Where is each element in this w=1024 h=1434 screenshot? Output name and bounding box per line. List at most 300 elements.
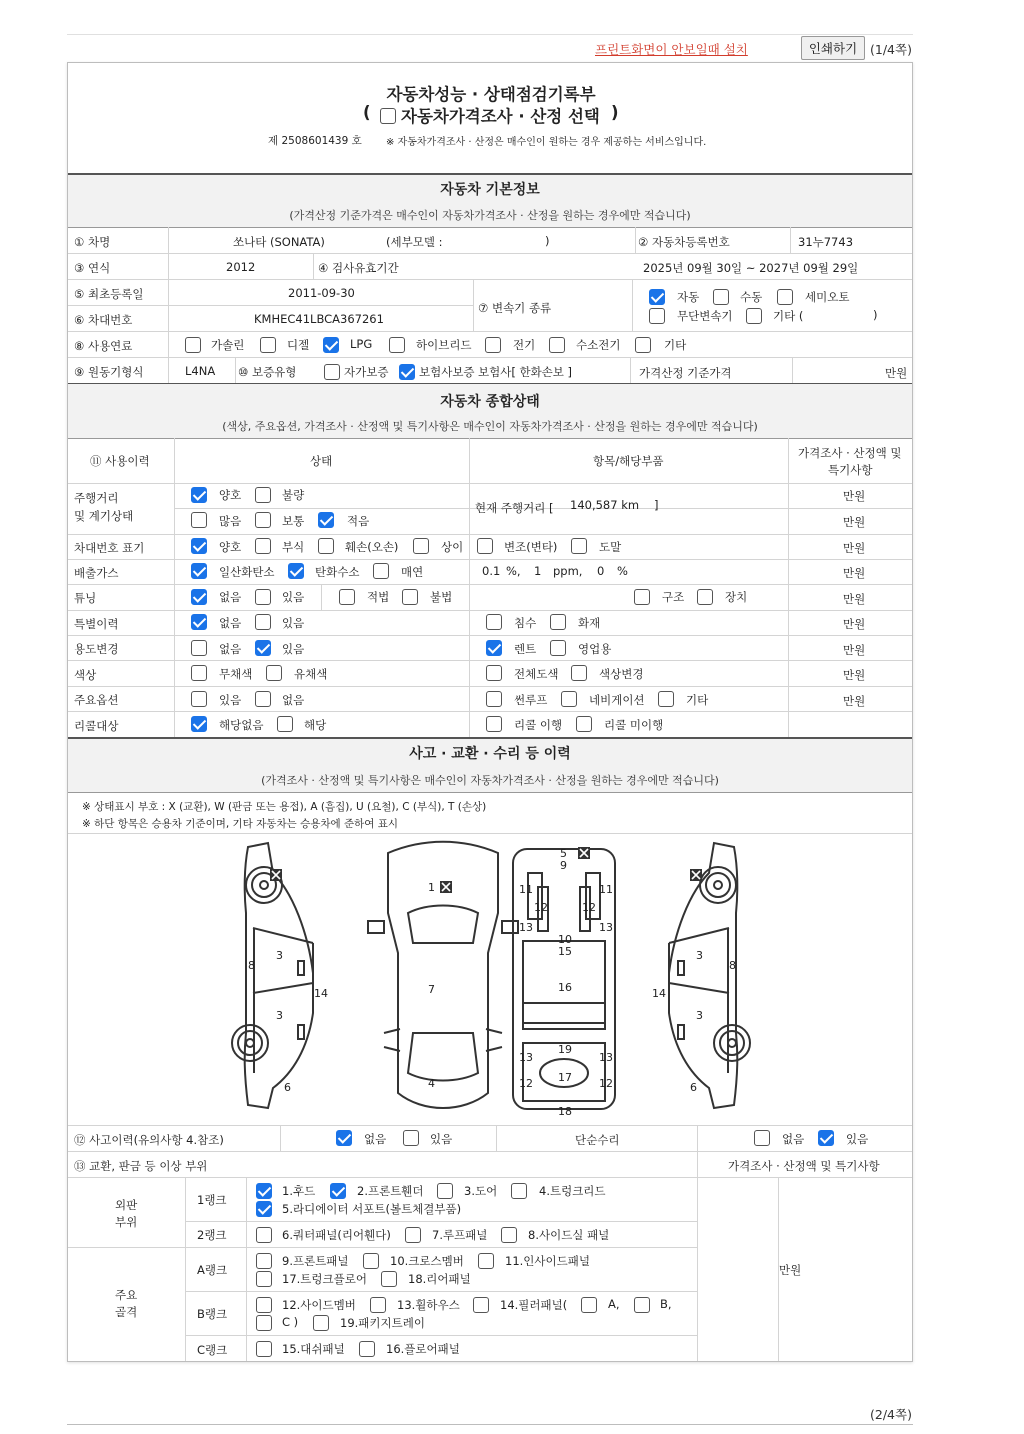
special-yes-label: 있음 bbox=[282, 616, 305, 630]
emission-co-label: 일산화탄소 bbox=[219, 565, 275, 579]
accident-title: 사고 · 교환 · 수리 등 이력 bbox=[409, 746, 571, 762]
reg-no-value: 31누7743 bbox=[798, 235, 854, 249]
divider bbox=[68, 1125, 912, 1126]
color-change-label: 색상변경 bbox=[599, 667, 644, 681]
special-label: 특별이력 bbox=[74, 617, 119, 631]
svg-text:19: 19 bbox=[558, 1043, 572, 1056]
svg-text:3: 3 bbox=[276, 1009, 283, 1022]
vin-rust-checkbox[interactable] bbox=[255, 538, 271, 554]
price-base-label: 가격산정 기준가격 bbox=[639, 366, 732, 380]
emission-hc-label: 탄화수소 bbox=[315, 565, 360, 579]
accident-none-label: 없음 bbox=[364, 1132, 387, 1146]
vin-label: ⑥ 차대번호 bbox=[74, 313, 133, 327]
warranty-company: 보험사[ 한화손보 ] bbox=[478, 365, 573, 379]
fuel-hydrogen-label: 수소전기 bbox=[576, 338, 621, 352]
roof-panel-checkbox[interactable] bbox=[405, 1227, 421, 1243]
engine-label: ⑨ 원동기형식 bbox=[74, 365, 144, 379]
print-button[interactable]: 인쇄하기 bbox=[801, 36, 865, 60]
fuel-electric-checkbox[interactable] bbox=[485, 337, 501, 353]
mileage-normal-label: 보통 bbox=[282, 514, 305, 528]
special-flood-label: 침수 bbox=[514, 616, 537, 630]
fuel-hybrid-checkbox[interactable] bbox=[389, 337, 405, 353]
color-change-checkbox[interactable] bbox=[571, 665, 587, 681]
divider bbox=[635, 227, 636, 253]
color-label: 색상 bbox=[74, 668, 97, 682]
legend-line-2: ※ 하단 항목은 승용차 기준이며, 기타 자동차는 승용차에 준하여 표시 bbox=[82, 818, 399, 830]
rank2-label: 2랭크 bbox=[197, 1228, 227, 1242]
emission-hc-checkbox[interactable] bbox=[288, 563, 304, 579]
recall-yes-checkbox[interactable] bbox=[277, 716, 293, 732]
accident-yes-label: 있음 bbox=[430, 1132, 453, 1146]
divider bbox=[68, 305, 473, 306]
vin-value: KMHEC41LBCA367261 bbox=[254, 312, 384, 326]
trunk-lid-checkbox[interactable] bbox=[511, 1183, 527, 1199]
door-checkbox[interactable] bbox=[437, 1183, 453, 1199]
emission-co-unit: %, bbox=[506, 564, 521, 578]
vin-damage-checkbox[interactable] bbox=[318, 538, 334, 554]
fuel-diesel-checkbox[interactable] bbox=[260, 337, 276, 353]
usage-rent-checkbox[interactable] bbox=[486, 640, 502, 656]
mileage-low-label: 적음 bbox=[347, 514, 370, 528]
tuning-device-checkbox[interactable] bbox=[697, 589, 713, 605]
vin-alter-checkbox[interactable] bbox=[477, 538, 493, 554]
color-full-checkbox[interactable] bbox=[486, 665, 502, 681]
mileage-bad-checkbox[interactable] bbox=[255, 487, 271, 503]
unit-vin: 만원 bbox=[843, 541, 866, 555]
next-sheet-edge bbox=[67, 1424, 913, 1434]
fuel-hydrogen-checkbox[interactable] bbox=[549, 337, 565, 353]
trans-manual-checkbox[interactable] bbox=[713, 289, 729, 305]
recall-none-label: 해당없음 bbox=[219, 718, 264, 732]
special-fire-checkbox[interactable] bbox=[550, 614, 566, 630]
tuning-yes-checkbox[interactable] bbox=[255, 589, 271, 605]
svg-text:18: 18 bbox=[558, 1105, 572, 1118]
divider bbox=[168, 227, 169, 383]
mileage-value: 140,587 km bbox=[570, 498, 640, 512]
accident-yes-checkbox[interactable] bbox=[403, 1130, 419, 1146]
col-items: 항목/해당부품 bbox=[593, 454, 664, 468]
option-other-label: 기타 bbox=[686, 693, 709, 707]
car-damage-diagram bbox=[68, 833, 913, 1125]
mileage-good-label: 양호 bbox=[219, 488, 242, 502]
mileage-good-checkbox[interactable] bbox=[191, 487, 207, 503]
trans-cvt-label: 무단변속기 bbox=[677, 309, 733, 323]
divider bbox=[68, 438, 912, 439]
rank-unit: 만원 bbox=[779, 1263, 802, 1277]
fuel-lpg-checkbox[interactable] bbox=[323, 337, 339, 353]
trans-auto-checkbox[interactable] bbox=[649, 289, 665, 305]
special-yes-checkbox[interactable] bbox=[255, 614, 271, 630]
svg-text:12: 12 bbox=[599, 1077, 613, 1090]
unit-mileage-2: 만원 bbox=[843, 515, 866, 529]
outer-label-1: 외판 bbox=[115, 1198, 138, 1212]
pillar-a-label: A, bbox=[608, 1297, 620, 1311]
recall-none-checkbox[interactable] bbox=[191, 716, 207, 732]
svg-text:11: 11 bbox=[519, 883, 533, 896]
package-tray-label: 19.패키지트레이 bbox=[340, 1316, 425, 1330]
divider bbox=[68, 584, 912, 585]
mileage-label-1: 주행거리 bbox=[74, 491, 119, 505]
reg-no-label: ② 자동차등록번호 bbox=[638, 235, 730, 249]
svg-text:13: 13 bbox=[519, 1051, 533, 1064]
divider bbox=[68, 227, 912, 228]
vin-rust-label: 부식 bbox=[282, 540, 305, 554]
rank1-label: 1랭크 bbox=[197, 1193, 227, 1207]
wheel-house-checkbox[interactable] bbox=[370, 1297, 386, 1313]
col-history: ⑪ 사용이력 bbox=[90, 454, 150, 468]
fuel-gasoline-label: 가솔린 bbox=[211, 338, 245, 352]
color-achro-label: 무채색 bbox=[219, 667, 253, 681]
inside-panel-checkbox[interactable] bbox=[478, 1253, 494, 1269]
vin-damage-label: 훼손(오손) bbox=[345, 540, 399, 554]
floor-panel-label: 16.플로어패널 bbox=[386, 1342, 460, 1356]
warranty-self-label: 자가보증 bbox=[344, 365, 389, 379]
trans-other-label: 기타 ( bbox=[773, 309, 804, 323]
abnormal-label: ⑬ 교환, 판금 등 이상 부위 bbox=[74, 1159, 208, 1173]
simple-repair-label: 단순수리 bbox=[575, 1133, 620, 1147]
tuning-legal-checkbox[interactable] bbox=[339, 589, 355, 605]
rear-panel-checkbox[interactable] bbox=[381, 1271, 397, 1287]
trans-cvt-checkbox[interactable] bbox=[649, 308, 665, 324]
fuel-label: ⑧ 사용연료 bbox=[74, 339, 133, 353]
svg-text:17: 17 bbox=[558, 1071, 572, 1084]
radiator-support-checkbox[interactable] bbox=[256, 1201, 272, 1217]
special-none-label: 없음 bbox=[219, 616, 242, 630]
pillar-panel-label: 14.필러패널( bbox=[500, 1298, 568, 1312]
rear-panel-label: 18.리어패널 bbox=[408, 1272, 471, 1286]
install-link[interactable]: 프린트화면이 안보일때 설치 bbox=[595, 42, 748, 57]
option-other-checkbox[interactable] bbox=[658, 691, 674, 707]
unit-usage: 만원 bbox=[843, 643, 866, 657]
quarter-panel-checkbox[interactable] bbox=[256, 1227, 272, 1243]
tuning-illegal-label: 불법 bbox=[430, 590, 453, 604]
col-price-1: 가격조사 · 산정액 및 bbox=[798, 446, 902, 460]
divider bbox=[68, 1151, 912, 1152]
rankB-label: B랭크 bbox=[197, 1307, 228, 1321]
vin-diff-label: 상이 bbox=[441, 540, 464, 554]
emission-hc-value: 1 bbox=[534, 564, 542, 578]
year-label: ③ 연식 bbox=[74, 261, 111, 275]
special-flood-checkbox[interactable] bbox=[486, 614, 502, 630]
pillar-panel-checkbox[interactable] bbox=[473, 1297, 489, 1313]
col-state: 상태 bbox=[310, 454, 333, 468]
cross-member-checkbox[interactable] bbox=[363, 1253, 379, 1269]
mileage-normal-checkbox[interactable] bbox=[255, 512, 271, 528]
accident-history-label: ⑫ 사고이력(유의사항 4.참조) bbox=[74, 1133, 224, 1147]
warranty-ins-checkbox[interactable] bbox=[399, 364, 415, 380]
divider bbox=[68, 253, 912, 254]
price-service-checkbox[interactable] bbox=[380, 108, 396, 124]
special-none-checkbox[interactable] bbox=[191, 614, 207, 630]
fuel-other-checkbox[interactable] bbox=[635, 337, 651, 353]
doc-subtitle: 자동차가격조사 · 산정 선택 bbox=[401, 107, 600, 126]
usage-yes-label: 있음 bbox=[282, 642, 305, 656]
color-achro-checkbox[interactable] bbox=[191, 665, 207, 681]
usage-label: 용도변경 bbox=[74, 642, 119, 656]
svg-text:15: 15 bbox=[558, 945, 572, 958]
left-side-view bbox=[232, 843, 313, 1108]
fuel-gasoline-checkbox[interactable] bbox=[185, 337, 201, 353]
repair-none-label: 없음 bbox=[782, 1132, 805, 1146]
svg-text:3: 3 bbox=[276, 949, 283, 962]
tuning-none-checkbox[interactable] bbox=[191, 589, 207, 605]
header-note: ※ 자동차가격조사 · 산정은 매수인이 원하는 경우 제공하는 서비스입니다. bbox=[386, 137, 707, 148]
vin-smear-checkbox[interactable] bbox=[571, 538, 587, 554]
svg-text:12: 12 bbox=[519, 1077, 533, 1090]
svg-text:7: 7 bbox=[428, 983, 435, 996]
front-fender-checkbox[interactable] bbox=[330, 1183, 346, 1199]
mileage-bad-label: 불량 bbox=[282, 488, 305, 502]
divider bbox=[697, 1125, 698, 1362]
page-indicator: (1/4쪽) bbox=[870, 42, 912, 57]
pillar-c-label: C ) bbox=[282, 1315, 299, 1329]
svg-text:12: 12 bbox=[534, 901, 548, 914]
tuning-illegal-checkbox[interactable] bbox=[402, 589, 418, 605]
vin-diff-checkbox[interactable] bbox=[413, 538, 429, 554]
mileage-low-checkbox[interactable] bbox=[318, 512, 334, 528]
rankC-label: C랭크 bbox=[197, 1343, 228, 1357]
repair-none-checkbox[interactable] bbox=[754, 1130, 770, 1146]
side-member-label: 12.사이드멤버 bbox=[282, 1298, 356, 1312]
divider bbox=[68, 610, 912, 611]
svg-text:9: 9 bbox=[560, 859, 567, 872]
divider bbox=[788, 508, 913, 509]
divider bbox=[68, 792, 912, 793]
unit-mileage-1: 만원 bbox=[843, 489, 866, 503]
front-panel-label: 9.프론트패널 bbox=[282, 1254, 349, 1268]
fuel-diesel-label: 디젤 bbox=[287, 338, 310, 352]
divider bbox=[469, 438, 470, 737]
accident-none-checkbox[interactable] bbox=[336, 1130, 352, 1146]
front-fender-label: 2.프론트휀더 bbox=[357, 1184, 424, 1198]
divider bbox=[68, 279, 912, 280]
tuning-struct-label: 구조 bbox=[662, 590, 685, 604]
divider bbox=[68, 686, 912, 687]
wheel-house-label: 13.휠하우스 bbox=[397, 1298, 460, 1312]
first-reg-label: ⑤ 최초등록일 bbox=[74, 287, 144, 301]
inspect-value: 2025년 09월 30일 ~ 2027년 09월 29일 bbox=[643, 261, 859, 275]
trans-other-checkbox[interactable] bbox=[746, 308, 762, 324]
basic-info-subtitle: (가격산정 기준가격은 매수인이 자동차가격조사 · 산정을 원하는 경우에만 적습니다) bbox=[289, 209, 691, 222]
first-reg-value: 2011-09-30 bbox=[288, 286, 355, 300]
divider bbox=[68, 534, 912, 535]
price-base-unit: 만원 bbox=[885, 366, 908, 380]
unit-tuning: 만원 bbox=[843, 592, 866, 606]
recall-done-label: 리콜 이행 bbox=[514, 718, 563, 732]
side-member-checkbox[interactable] bbox=[256, 1297, 272, 1313]
vin-mark-label: 차대번호 표기 bbox=[74, 541, 145, 555]
vin-good-checkbox[interactable] bbox=[191, 538, 207, 554]
main-label-1: 주요 bbox=[115, 1288, 138, 1302]
package-tray-checkbox[interactable] bbox=[313, 1315, 329, 1331]
svg-text:4: 4 bbox=[428, 1077, 435, 1090]
svg-text:3: 3 bbox=[696, 949, 703, 962]
fuel-electric-label: 전기 bbox=[513, 338, 536, 352]
option-navi-checkbox[interactable] bbox=[561, 691, 577, 707]
divider bbox=[68, 331, 912, 332]
mileage-text: 현재 주행거리 [ bbox=[475, 501, 554, 515]
emission-smoke-label: 매연 bbox=[401, 565, 424, 579]
legend-line-1: ※ 상태표시 부호 : X (교환), W (판금 또는 용접), A (흠집), U (요철), C (부식), T (손상) bbox=[82, 801, 487, 813]
doc-title: 자동차성능 · 상태점검기록부 bbox=[386, 85, 596, 104]
pillar-b-checkbox[interactable] bbox=[634, 1297, 650, 1313]
trans-other-close: ) bbox=[873, 308, 878, 322]
accident-subtitle: (가격조사 · 산정액 및 특기사항은 매수인이 자동차가격조사 · 산정을 원하는 경우에만 적습니다) bbox=[261, 774, 719, 787]
doc-number: 제 2508601439 호 bbox=[268, 135, 362, 147]
tuning-device-label: 장치 bbox=[725, 590, 748, 604]
option-sunroof-checkbox[interactable] bbox=[486, 691, 502, 707]
warranty-self-checkbox[interactable] bbox=[324, 364, 340, 380]
radiator-support-label: 5.라디에이터 서포트(볼트체결부품) bbox=[282, 1202, 462, 1216]
hood-checkbox[interactable] bbox=[256, 1183, 272, 1199]
option-none-checkbox[interactable] bbox=[255, 691, 271, 707]
fuel-other-label: 기타 bbox=[664, 338, 687, 352]
recall-notdone-label: 리콜 미이행 bbox=[604, 718, 664, 732]
inspect-label: ④ 검사유효기간 bbox=[318, 261, 399, 275]
fuel-lpg-label: LPG bbox=[350, 337, 373, 351]
emission-smoke-value: 0 bbox=[597, 564, 605, 578]
subtitle-open: ( bbox=[363, 103, 371, 122]
main-label-2: 골격 bbox=[115, 1305, 138, 1319]
side-sill-checkbox[interactable] bbox=[501, 1227, 517, 1243]
dash-panel-label: 15.대쉬패널 bbox=[282, 1342, 345, 1356]
emission-co-checkbox[interactable] bbox=[191, 563, 207, 579]
divider bbox=[473, 279, 474, 331]
special-fire-label: 화재 bbox=[578, 616, 601, 630]
car-name-label: ① 차명 bbox=[74, 235, 111, 249]
svg-text:13: 13 bbox=[599, 1051, 613, 1064]
detail-model-close: ) bbox=[545, 234, 550, 248]
recall-notdone-checkbox[interactable] bbox=[576, 716, 592, 732]
recall-done-checkbox[interactable] bbox=[486, 716, 502, 732]
usage-business-checkbox[interactable] bbox=[550, 640, 566, 656]
right-side-view bbox=[669, 843, 750, 1108]
hood-label: 1.후드 bbox=[282, 1184, 316, 1198]
trunk-floor-checkbox[interactable] bbox=[256, 1271, 272, 1287]
front-panel-checkbox[interactable] bbox=[256, 1253, 272, 1269]
svg-text:10: 10 bbox=[558, 933, 572, 946]
usage-yes-checkbox[interactable] bbox=[255, 640, 271, 656]
divider bbox=[68, 711, 912, 712]
vin-smear-label: 도말 bbox=[599, 540, 622, 554]
divider bbox=[788, 438, 789, 737]
divider bbox=[632, 279, 633, 331]
option-sunroof-label: 썬루프 bbox=[514, 693, 548, 707]
status-subtitle: (색상, 주요옵션, 가격조사 · 산정액 및 특기사항은 매수인이 자동차가격조사 · 산정을 원하는 경우에만 적습니다) bbox=[222, 420, 758, 433]
unit-special: 만원 bbox=[843, 617, 866, 631]
emission-label: 배출가스 bbox=[74, 566, 119, 580]
trans-manual-label: 수동 bbox=[740, 290, 763, 304]
recall-yes-label: 해당 bbox=[304, 718, 327, 732]
divider bbox=[321, 584, 322, 610]
svg-text:16: 16 bbox=[558, 981, 572, 994]
emission-hc-unit: ppm, bbox=[553, 564, 583, 578]
divider bbox=[630, 357, 631, 383]
divider bbox=[174, 438, 175, 737]
pillar-c-checkbox[interactable] bbox=[256, 1315, 272, 1331]
divider bbox=[496, 1125, 497, 1151]
tuning-legal-label: 적법 bbox=[367, 590, 390, 604]
mileage-close: ] bbox=[654, 498, 659, 512]
col-price-2: 특기사항 bbox=[828, 463, 873, 477]
subtitle-close: ) bbox=[611, 103, 619, 122]
color-chroma-checkbox[interactable] bbox=[266, 665, 282, 681]
svg-text:13: 13 bbox=[599, 921, 613, 934]
divider bbox=[68, 173, 912, 175]
detail-model-label: (세부모델 : bbox=[386, 235, 443, 249]
trans-semi-checkbox[interactable] bbox=[777, 289, 793, 305]
dash-panel-checkbox[interactable] bbox=[256, 1341, 272, 1357]
color-full-label: 전체도색 bbox=[514, 667, 559, 681]
usage-rent-label: 렌트 bbox=[514, 642, 537, 656]
tuning-label: 튜닝 bbox=[74, 591, 97, 605]
option-label: 주요옵션 bbox=[74, 693, 119, 707]
pillar-b-label: B, bbox=[660, 1297, 672, 1311]
svg-text:8: 8 bbox=[729, 959, 736, 972]
svg-text:6: 6 bbox=[690, 1081, 697, 1094]
svg-text:6: 6 bbox=[284, 1081, 291, 1094]
trunk-lid-label: 4.트렁크리드 bbox=[539, 1184, 606, 1198]
page-indicator-2: (2/4쪽) bbox=[870, 1407, 912, 1422]
roof-panel-label: 7.루프패널 bbox=[432, 1228, 488, 1242]
option-none-label: 없음 bbox=[282, 693, 305, 707]
trans-semi-label: 세미오토 bbox=[805, 290, 850, 304]
vin-good-label: 양호 bbox=[219, 540, 242, 554]
svg-text:14: 14 bbox=[652, 987, 666, 1000]
divider bbox=[313, 253, 314, 279]
usage-business-label: 영업용 bbox=[578, 642, 612, 656]
divider bbox=[280, 1125, 281, 1151]
inside-panel-label: 11.인사이드패널 bbox=[505, 1254, 590, 1268]
option-yes-checkbox[interactable] bbox=[191, 691, 207, 707]
trunk-floor-label: 17.트렁크플로어 bbox=[282, 1272, 367, 1286]
emission-co-value: 0.1 bbox=[482, 564, 501, 578]
repair-yes-checkbox[interactable] bbox=[818, 1130, 834, 1146]
quarter-panel-label: 6.쿼터패널(리어휀다) bbox=[282, 1228, 391, 1242]
mileage-many-checkbox[interactable] bbox=[191, 512, 207, 528]
emission-smoke-unit: % bbox=[617, 564, 628, 578]
floor-panel-checkbox[interactable] bbox=[359, 1341, 375, 1357]
rankA-label: A랭크 bbox=[197, 1263, 228, 1277]
svg-text:13: 13 bbox=[519, 921, 533, 934]
divider bbox=[68, 1177, 912, 1178]
warranty-ins-label: 보험사보증 bbox=[419, 365, 475, 379]
usage-none-checkbox[interactable] bbox=[191, 640, 207, 656]
diagram-part-numbers bbox=[248, 847, 736, 1118]
divider bbox=[235, 357, 236, 383]
svg-text:3: 3 bbox=[696, 1009, 703, 1022]
tuning-struct-checkbox[interactable] bbox=[634, 589, 650, 605]
divider bbox=[68, 559, 912, 560]
trans-label: ⑦ 변속기 종류 bbox=[478, 301, 552, 315]
car-name-value: 쏘나타 (SONATA) bbox=[233, 235, 325, 249]
option-navi-label: 네비게이션 bbox=[589, 693, 645, 707]
repair-yes-label: 있음 bbox=[846, 1132, 869, 1146]
exchange-marks bbox=[270, 847, 702, 893]
color-chroma-label: 유채색 bbox=[294, 667, 328, 681]
divider bbox=[790, 227, 791, 253]
pillar-a-checkbox[interactable] bbox=[581, 1297, 597, 1313]
svg-text:12: 12 bbox=[582, 901, 596, 914]
tuning-none-label: 없음 bbox=[219, 590, 242, 604]
divider bbox=[792, 357, 793, 383]
emission-smoke-checkbox[interactable] bbox=[373, 563, 389, 579]
divider bbox=[68, 660, 912, 661]
option-yes-label: 있음 bbox=[219, 693, 242, 707]
top-toolbar bbox=[67, 34, 913, 62]
divider bbox=[68, 635, 912, 636]
mileage-many-label: 많음 bbox=[219, 514, 242, 528]
